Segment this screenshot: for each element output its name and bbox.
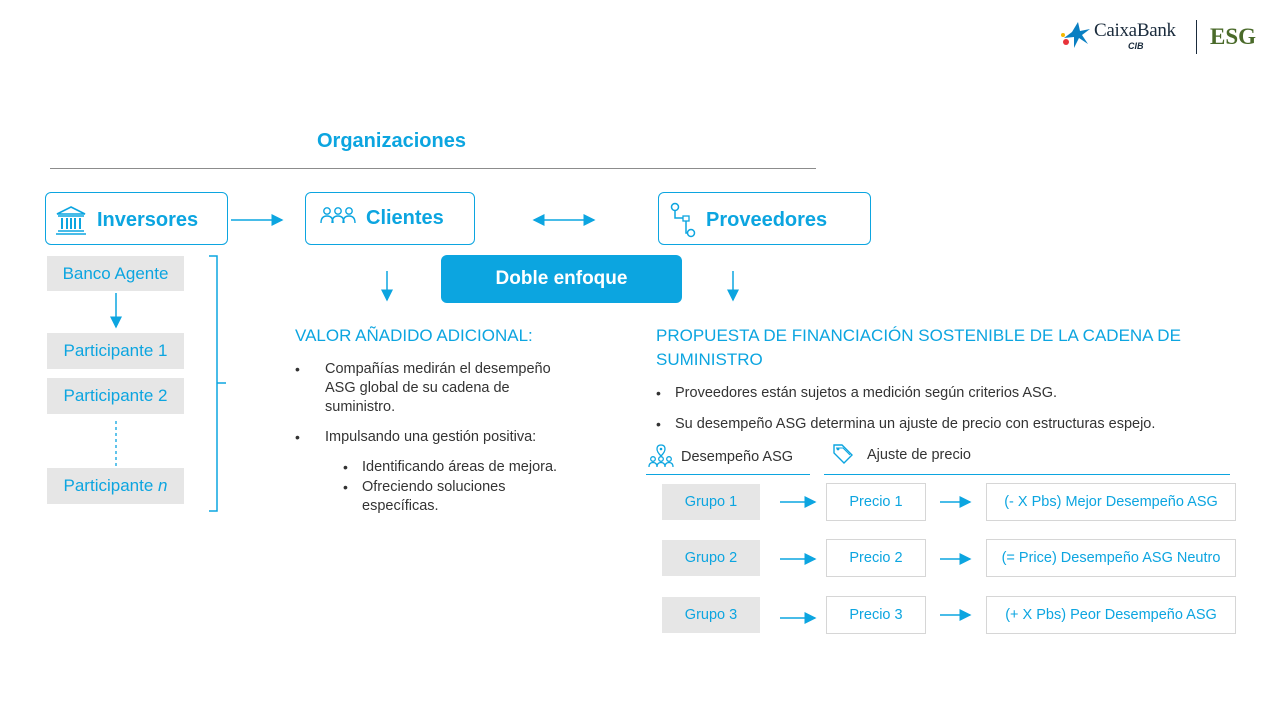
participant-n-suffix: n	[158, 476, 168, 495]
bullet-dot: •	[656, 416, 661, 432]
participant-2: Participante 2	[47, 378, 184, 414]
col1-underline	[646, 474, 810, 475]
group-2: Grupo 2	[662, 540, 760, 576]
bullet-dot: •	[343, 459, 348, 475]
result-1: (- X Pbs) Mejor Desempeño ASG	[986, 483, 1236, 521]
logo-esg: ESG	[1210, 24, 1257, 49]
node-clientes-label: Clientes	[366, 207, 444, 229]
doble-enfoque-box: Doble enfoque	[441, 255, 682, 303]
node-proveedores-label: Proveedores	[706, 209, 828, 231]
bullet-dot: •	[343, 479, 348, 495]
participant-banco-agente: Banco Agente	[47, 256, 184, 291]
propuesta-bullet-1: Proveedores están sujetos a medición según criterios ASG.	[675, 385, 1058, 401]
price-2: Precio 2	[826, 539, 926, 577]
bullet-dot: •	[295, 429, 300, 445]
propuesta-bullet-2: Su desempeño ASG determina un ajuste de precio con estructuras espejo.	[675, 416, 1156, 432]
valor-bullet-2: Impulsando una gestión positiva:	[325, 429, 537, 445]
bullet-dot: •	[656, 385, 661, 401]
group-3: Grupo 3	[662, 597, 760, 633]
page-title: Organizaciones	[317, 130, 466, 152]
propuesta-heading: PROPUESTA DE FINANCIACIÓN SOSTENIBLE DE LA CADENA DE SUMINISTRO	[656, 326, 1181, 369]
price-3: Precio 3	[826, 596, 926, 634]
price-1: Precio 1	[826, 483, 926, 521]
valor-sub-2: Ofreciendo soluciones específicas.	[362, 479, 506, 514]
col-desempeno-asg: Desempeño ASG	[681, 449, 794, 465]
group-1: Grupo 1	[662, 484, 760, 520]
participant-n-prefix: Participante	[63, 476, 159, 495]
result-3: (+ X Pbs) Peor Desempeño ASG	[986, 596, 1236, 634]
valor-sub-1: Identificando áreas de mejora.	[362, 459, 558, 475]
valor-bullet-1: Compañías medirán el desempeño ASG global de su cadena de suministro.	[325, 361, 551, 415]
result-2: (= Price) Desempeño ASG Neutro	[986, 539, 1236, 577]
price-tag-icon	[832, 443, 854, 465]
logo-brand: CaixaBank	[1094, 20, 1176, 41]
participant-1: Participante 1	[47, 333, 184, 369]
valor-heading: VALOR AÑADIDO ADICIONAL:	[295, 326, 533, 345]
col2-underline	[824, 474, 1230, 475]
node-inversores-label: Inversores	[97, 209, 199, 231]
people-location-icon	[648, 444, 674, 468]
col-ajuste-precio: Ajuste de precio	[867, 447, 971, 463]
participant-n	[47, 468, 184, 504]
logo-sub: CIB	[1128, 41, 1144, 51]
bullet-dot: •	[295, 361, 300, 377]
